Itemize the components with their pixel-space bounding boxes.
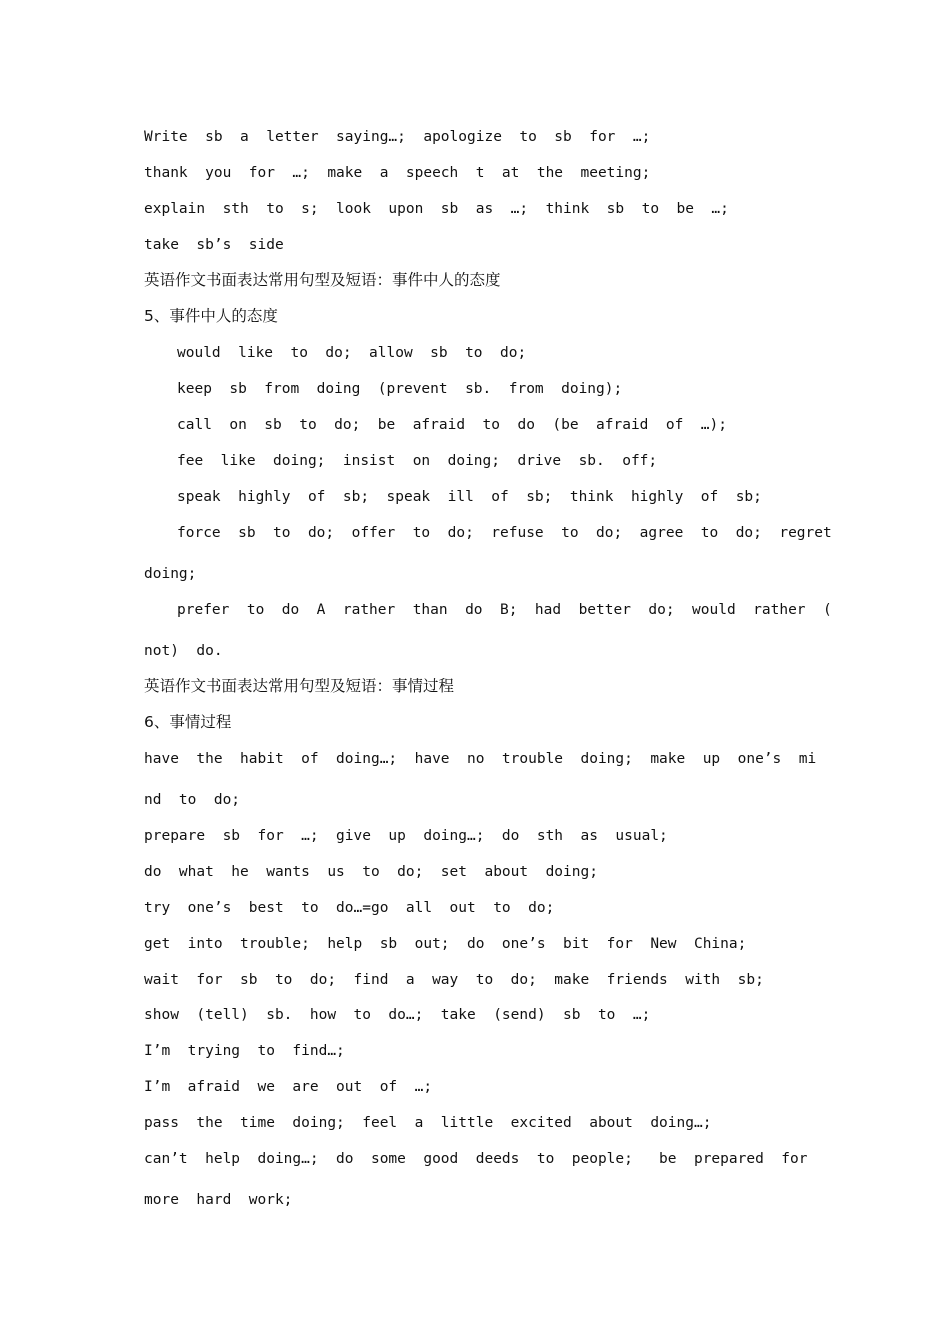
text-line: keep sb from doing (prevent sb. from doing);: [177, 381, 623, 397]
text-line: have the habit of doing…; have no trouble doing; make up one’s mi: [144, 751, 817, 767]
text-line: more hard work;: [144, 1192, 293, 1208]
text-line: nd to do;: [144, 792, 241, 808]
text-line: I’m trying to find…;: [144, 1043, 345, 1059]
text-line: do what he wants us to do; set about doing;: [144, 864, 598, 880]
text-line: doing;: [144, 566, 197, 582]
section-number-heading: 6、事情过程: [144, 713, 232, 731]
text-line: prefer to do A rather than do B; had better do; would rather (: [177, 602, 832, 618]
text-line: would like to do; allow sb to do;: [177, 345, 527, 361]
text-line: prepare sb for …; give up doing…; do sth as usual;: [144, 828, 668, 844]
text-line: wait for sb to do; find a way to do; make friends with sb;: [144, 972, 764, 988]
text-line: call on sb to do; be afraid to do (be afraid of …);: [177, 417, 727, 433]
text-line: force sb to do; offer to do; refuse to do; agree to do; regret: [177, 525, 832, 541]
text-line: can’t help doing…; do some good deeds to people; be prepared for: [144, 1151, 808, 1167]
text-line: Write sb a letter saying…; apologize to sb for …;: [144, 129, 651, 145]
text-line: explain sth to s; look upon sb as …; think sb to be …;: [144, 201, 729, 217]
text-line: take sb’s side: [144, 237, 284, 253]
section-heading: 英语作文书面表达常用句型及短语：事件中人的态度: [144, 271, 501, 289]
text-line: pass the time doing; feel a little excited about doing…;: [144, 1115, 712, 1131]
text-line: speak highly of sb; speak ill of sb; think highly of sb;: [177, 489, 762, 505]
text-line: fee like doing; insist on doing; drive sb. off;: [177, 453, 658, 469]
text-line: get into trouble; help sb out; do one’s bit for New China;: [144, 936, 747, 952]
section-heading: 英语作文书面表达常用句型及短语：事情过程: [144, 677, 455, 695]
text-line: thank you for …; make a speech t at the meeting;: [144, 165, 651, 181]
text-line: I’m afraid we are out of …;: [144, 1079, 433, 1095]
text-line: show (tell) sb. how to do…; take (send) sb to …;: [144, 1007, 651, 1023]
text-line: try one’s best to do…=go all out to do;: [144, 900, 555, 916]
text-line: not) do.: [144, 643, 223, 659]
section-number-heading: 5、事件中人的态度: [144, 307, 278, 325]
